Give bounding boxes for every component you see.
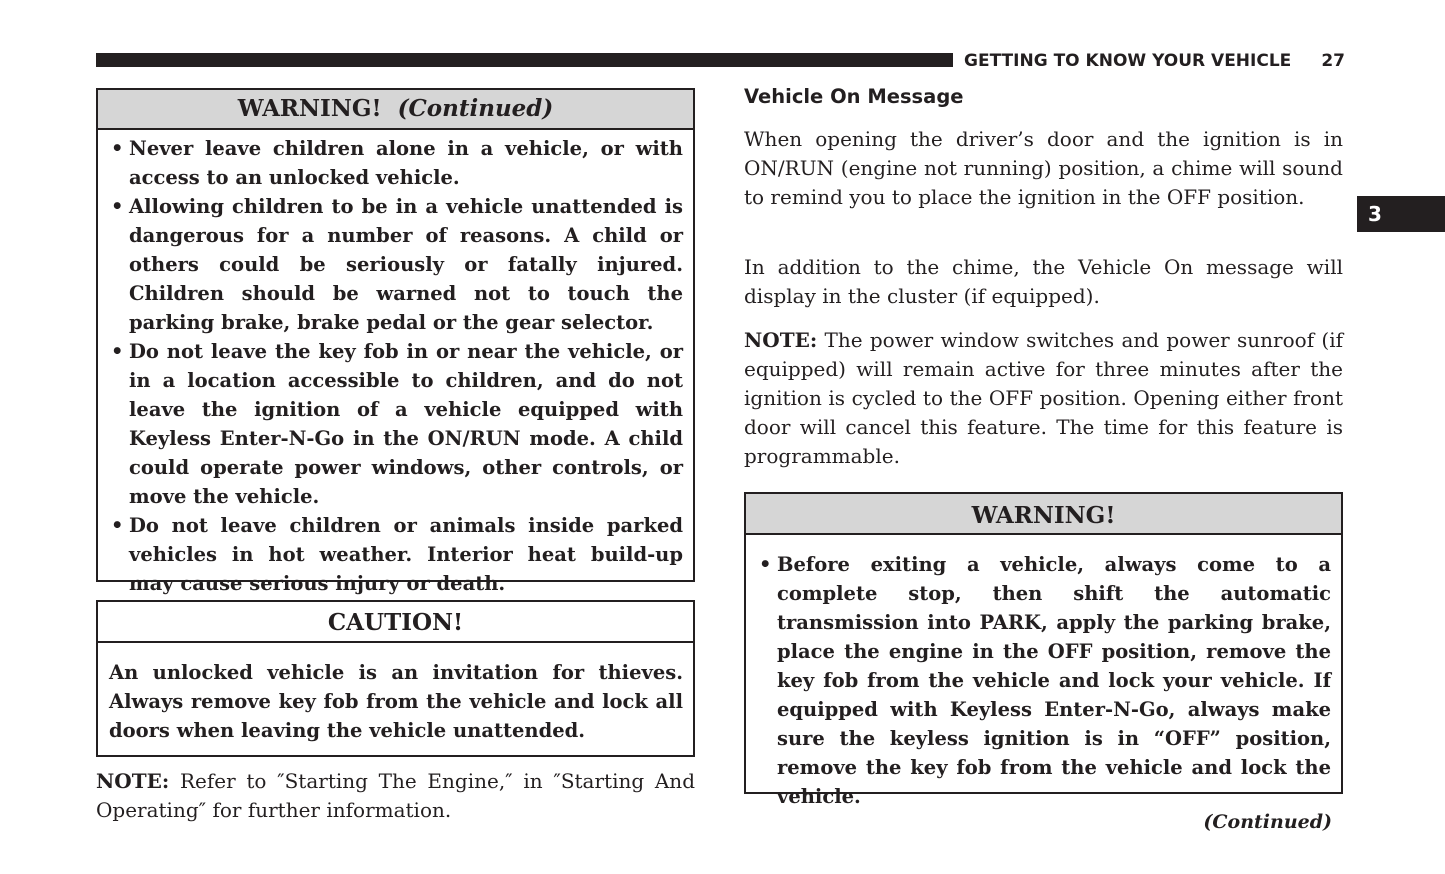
warning-title: WARNING! [746, 494, 1341, 535]
warning-continued-list [98, 130, 693, 598]
warning-title-text: WARNING! [237, 95, 382, 122]
warning-title-suffix: (Continued) [397, 95, 554, 122]
vehicle-on-para-2 [744, 253, 1343, 311]
note-label: NOTE: [96, 769, 170, 793]
warning-item: • Before exiting a vehicle, always come to a complete stop, then shift the automatic transmission into PARK, apply the parking brake, place the engine in the OFF position, remove the key fob from the vehicle and lock your vehicle. If equipped with Keyless Enter-N-Go, always make sure the keyless ignition is in “OFF” position, remove the key fob from the vehicle and lock the vehicle. [777, 550, 1331, 811]
running-header [964, 50, 1345, 72]
paragraph: In addition to the chime, the Vehicle On message will display in the cluster (if equipped). [744, 255, 1343, 308]
continued-label: (Continued) [1203, 811, 1332, 833]
note-text: The power window switches and power sunroof (if equipped) will remain active for three minutes after the ignition is cycled to the OFF position. Opening either front door will cancel this feature. The time for this feature is programmable. [744, 328, 1343, 468]
note-left [96, 767, 695, 825]
caution-title: CAUTION! [98, 602, 693, 643]
vehicle-on-note [744, 326, 1343, 471]
warning-list [746, 535, 1341, 811]
section-title: Vehicle On Message [744, 85, 964, 108]
warning-item: • Do not leave the key fob in or near the vehicle, or in a location accessible to children, and do not leave the ignition of a vehicle equipped with Keyless Enter-N-Go in the ON/RUN mode. A child could operate power windows, other controls, or move the vehicle. [129, 337, 683, 511]
warning-box [744, 492, 1343, 808]
note-label: NOTE: [744, 328, 818, 352]
note-text: Refer to ″Starting The Engine,″ in ″Starting And Operating″ for further information. [96, 769, 695, 822]
paragraph: When opening the driver’s door and the ignition is in ON/RUN (engine not running) position, a chime will sound to remind you to place the ignition in the OFF position. [744, 127, 1343, 209]
chapter-tab: 3 [1357, 196, 1445, 232]
warning-item: • Allowing children to be in a vehicle unattended is dangerous for a number of reasons. A child or others could be seriously or fatally injured. Children should be warned not to touch the parking brake, brake pedal or the gear selector. [129, 192, 683, 337]
warning-item: • Do not leave children or animals inside parked vehicles in hot weather. Interior heat build-up may cause serious injury or death. [129, 511, 683, 598]
vehicle-on-para-1 [744, 125, 1343, 212]
warning-continued-box [96, 88, 695, 595]
header-title: GETTING TO KNOW YOUR VEHICLE [964, 51, 1292, 71]
warning-item: • Never leave children alone in a vehicle, or with access to an unlocked vehicle. [129, 134, 683, 192]
page-number: 27 [1321, 51, 1345, 71]
header-rule [96, 53, 953, 67]
caution-text: An unlocked vehicle is an invitation for thieves. Always remove key fob from the vehicle and lock all doors when leaving the vehicle unattended. [109, 661, 683, 742]
caution-box [96, 600, 695, 757]
warning-continued-title [98, 90, 693, 130]
